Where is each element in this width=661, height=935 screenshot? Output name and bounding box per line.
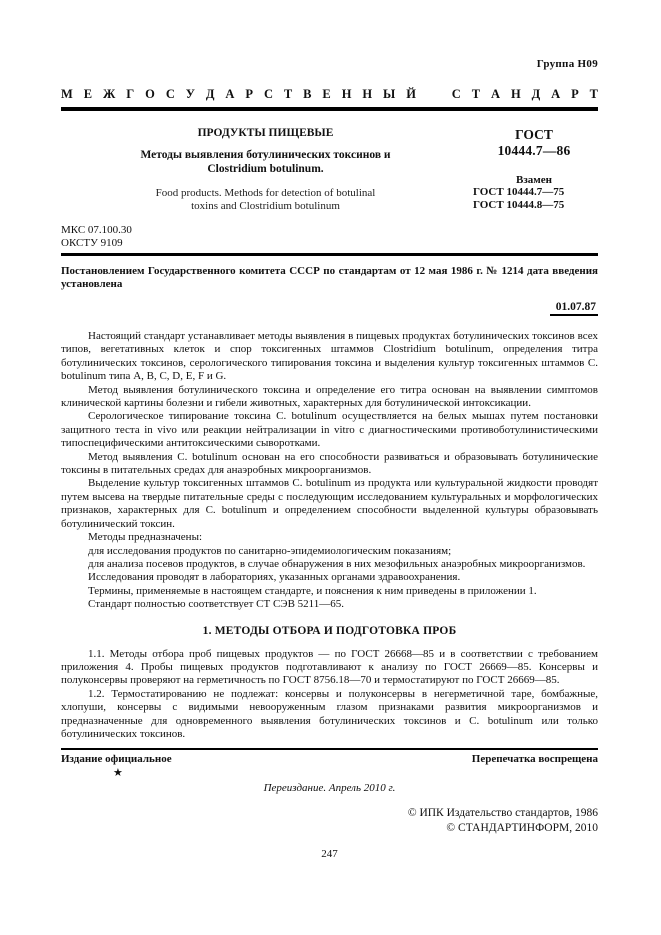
star-icon: ★ <box>113 767 123 780</box>
body-paragraph: Методы предназначены: <box>88 531 203 544</box>
section-paragraph: 1.2. Термостатированию не подлежат: консервы и полуконсервы в негерметичной таре, бомбажные, хлопуши, консервы с видимыми невооруженным глазом признаками развития микроорганизмов и предназначенные для одновременного выявления ботулинических токсинов и C. botulinum или только ботулинических токсинов. <box>61 687 598 740</box>
title-en-line1: Food products. Methods for detection of botulinal <box>155 187 376 199</box>
replaces-item: ГОСТ 10444.7—75 <box>473 186 565 198</box>
subtitle-ru-line2: Clostridium botulinum. <box>207 163 324 175</box>
body-paragraph: Серологическое типирование токсина C. botulinum осуществляется на белых мышах путем постановки защитного теста in vivo или реакции нейтрализации in vitro с диагностическими противоботулинистическими типоспецифическими антитоксическими сыворотками. <box>61 410 598 450</box>
group-label: Группа Н09 <box>536 58 598 70</box>
copyright-line: © ИПК Издательство стандартов, 1986 <box>407 807 598 820</box>
classification-codes <box>61 224 598 249</box>
document-body <box>61 330 598 612</box>
gost-number: 10444.7—86 <box>497 143 571 158</box>
mks-code: МКС 07.100.30 <box>61 224 132 236</box>
body-paragraph: Стандарт полностью соответствует СТ СЭВ 5211—65. <box>88 598 344 611</box>
resolution-text: Постановлением Государственного комитета СССР по стандартам от 12 мая 1986 г. № 1214 дата введения установлена <box>61 265 598 290</box>
title-rule <box>61 253 598 256</box>
title-right-column <box>470 127 598 213</box>
body-paragraph: для анализа посевов продуктов, в случае обнаружения в них мезофильных анаэробных микроорганизмов. <box>88 557 586 570</box>
body-paragraph: для иcследования продуктов по санитарно-эпидемиологическим показаниям; <box>88 544 452 557</box>
reissue-note: Переиздание. Апрель 2010 г. <box>263 782 396 795</box>
document-title-ru: ПРОДУКТЫ ПИЩЕВЫЕ <box>197 127 334 139</box>
header-rule <box>61 107 598 111</box>
body-paragraph: Метод выявления ботулинического токсина и определение его титра основан на выявлении симптомов клинической картины болезни и гибели животных, характерных для ботулинической интоксикации. <box>61 383 598 410</box>
reprint-prohibited-label: Перепечатка воспрещена <box>471 753 598 766</box>
gost-label: ГОСТ <box>515 127 553 142</box>
title-left-column <box>61 127 470 213</box>
section-1 <box>61 625 598 742</box>
title-en-line2: toxins and Clostridium botulinum <box>191 200 340 212</box>
copyright-line: © СТАНДАРТИНФОРМ, 2010 <box>446 821 598 834</box>
effective-date-row <box>61 297 598 316</box>
body-paragraph: Исследования проводят в лабораториях, указанных органами здравоохранения. <box>88 571 461 584</box>
subtitle-ru-line1: Методы выявления ботулинических токсинов и <box>140 149 391 161</box>
standard-type-heading: М Е Ж Г О С У Д А Р С Т В Е Н Н Ы Й С Т А Н Д А Р Т <box>61 87 598 101</box>
effective-date: 01.07.87 <box>550 301 598 316</box>
page-footer <box>61 748 598 860</box>
replaces-label: Взамен <box>516 174 552 186</box>
official-edition-label: Издание официальное <box>61 753 172 766</box>
replaces-item: ГОСТ 10444.8—75 <box>473 199 565 211</box>
copyright-block <box>61 806 598 835</box>
body-paragraph: Метод выявления C. botulinum основан на его способности развиваться и образовывать ботулинические токсины в питательных средах для анаэробных микроорганизмов. <box>61 450 598 477</box>
page-number: 247 <box>321 848 338 861</box>
document-subtitle-ru <box>75 148 456 176</box>
title-block <box>61 127 598 213</box>
document-title-en <box>75 187 456 213</box>
body-paragraph: Термины, применяемые в настоящем стандарте, и пояснения к ним приведены в приложении 1. <box>88 584 537 597</box>
footer-rule <box>61 748 598 750</box>
section-paragraph: 1.1. Методы отбора проб пищевых продуктов — по ГОСТ 26668—85 и в соответствии с требованием приложения 4. Пробы пищевых продуктов подготавливают к анализу по ГОСТ 26669—85. Консервы и полуконсервы проверяют на герметичность по ГОСТ 8756.18—70 и термостатируют по ГОСТ 26669—85. <box>61 647 598 687</box>
body-paragraph: Выделение культур токсигенных штаммов C. botulinum из продукта или культуральной жидкости проводят путем высева на твердые питательные среды с последующим исследованием культуральных и морфологических признаков, характерных для C. botulinum и определением способности выделенной культуры образовывать ботулинический токсин. <box>61 477 598 530</box>
okstu-code: ОКСТУ 9109 <box>61 236 123 249</box>
footer-notices <box>61 753 598 765</box>
body-paragraph: Настоящий стандарт устанавливает методы выявления в пищевых продуктах ботулинических токсинов всех типов, вегетативных клеток и спор токсигенных штаммов Clostridium botulinum, определения титра ботулинических токсинов, серологического типирования токсина и выделения культур токсигенных штаммов C. botulinum типа A, B, C, D, E, F и G. <box>61 330 598 383</box>
section-1-heading: 1. МЕТОДЫ ОТБОРА И ПОДГОТОВКА ПРОБ <box>202 624 457 637</box>
